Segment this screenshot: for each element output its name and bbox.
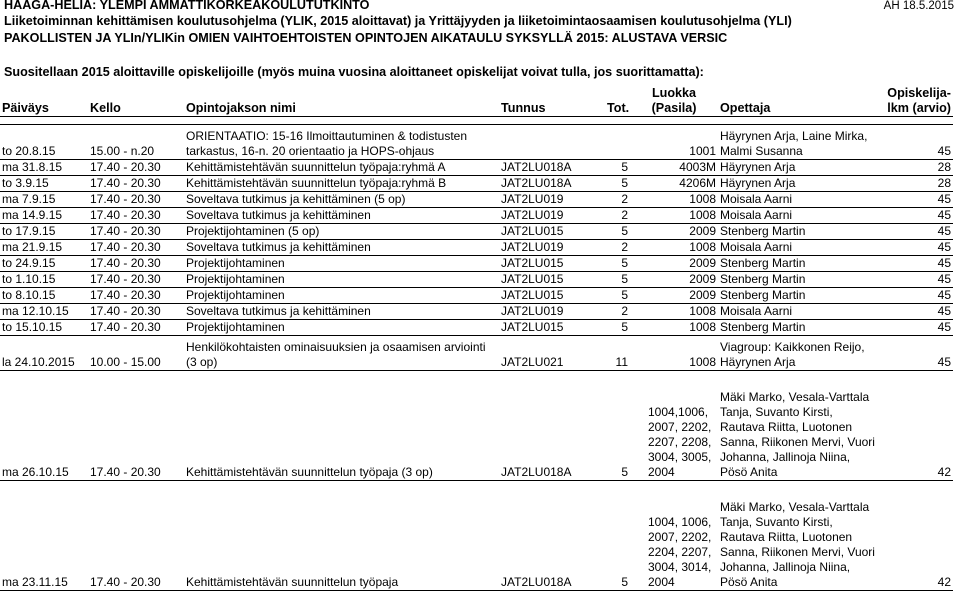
cell-credits (605, 125, 630, 160)
cell-time: 17.40 - 20.30 (88, 272, 184, 288)
cell-room: 1008 (630, 304, 718, 320)
cell-time: 17.40 - 20.30 (88, 240, 184, 256)
cell-room: 4003M (630, 160, 718, 176)
cell-students: 45 (877, 304, 953, 320)
table-header-row (0, 82, 953, 117)
table-row (0, 125, 953, 160)
cell-credits: 2 (605, 240, 630, 256)
cell-course: Soveltava tutkimus ja kehittäminen (184, 208, 499, 224)
cell-students: 45 (877, 192, 953, 208)
cell-teacher: Viagroup: Kaikkonen Reijo, Häyrynen Arja (718, 336, 877, 371)
cell-students: 45 (877, 320, 953, 336)
cell-students: 28 (877, 176, 953, 192)
cell-students: 45 (877, 272, 953, 288)
cell-time: 17.40 - 20.30 (88, 371, 184, 481)
col-teacher-header: Opettaja (718, 82, 877, 117)
cell-students: 45 (877, 336, 953, 371)
cell-students: 45 (877, 288, 953, 304)
cell-teacher: Mäki Marko, Vesala-Varttala Tanja, Suvanto Kirsti, Rautava Riitta, Luotonen Sanna, Riikonen Mervi, Vuori Johanna, Jallinoja Niina, Pösö Anita (718, 371, 877, 481)
schedule-title: PAKOLLISTEN JA YLIn/YLIKin OMIEN VAIHTOEHTOISTEN OPINTOJEN AIKATAULU SYKSYLLÄ 2015: ALUSTAVA VERSIC (4, 31, 728, 45)
table-row (0, 240, 953, 256)
cell-time: 17.40 - 20.30 (88, 208, 184, 224)
table-row (0, 288, 953, 304)
cell-course: Kehittämistehtävän suunnittelun työpaja:ryhmä B (184, 176, 499, 192)
cell-credits: 11 (605, 336, 630, 371)
table-row (0, 256, 953, 272)
cell-course: Kehittämistehtävän suunnittelun työpaja (3 op) (184, 371, 499, 481)
cell-date: to 24.9.15 (0, 256, 88, 272)
cell-date: ma 12.10.15 (0, 304, 88, 320)
cell-date: ma 23.11.15 (0, 481, 88, 591)
cell-credits: 5 (605, 288, 630, 304)
table-row (0, 481, 953, 591)
table-row (0, 192, 953, 208)
cell-code: JAT2LU015 (499, 256, 605, 272)
document-title: HAAGA-HELIA: YLEMPI AMMATTIKORKEAKOULUTUTKINTO (4, 0, 370, 12)
cell-date: to 15.10.15 (0, 320, 88, 336)
cell-code: JAT2LU018A (499, 371, 605, 481)
table-row (0, 224, 953, 240)
table-row (0, 160, 953, 176)
cell-students: 45 (877, 240, 953, 256)
cell-teacher: Moisala Aarni (718, 192, 877, 208)
cell-credits: 2 (605, 192, 630, 208)
cell-teacher: Moisala Aarni (718, 208, 877, 224)
table-body (0, 125, 953, 591)
table-row (0, 304, 953, 320)
cell-teacher: Moisala Aarni (718, 304, 877, 320)
cell-time: 17.40 - 20.30 (88, 288, 184, 304)
col-date-header: Päiväys (0, 82, 88, 117)
cell-credits: 5 (605, 272, 630, 288)
cell-students: 28 (877, 160, 953, 176)
cell-students: 45 (877, 224, 953, 240)
cell-teacher: Stenberg Martin (718, 320, 877, 336)
cell-date: ma 7.9.15 (0, 192, 88, 208)
cell-time: 17.40 - 20.30 (88, 304, 184, 320)
cell-credits: 5 (605, 371, 630, 481)
cell-code: JAT2LU018A (499, 160, 605, 176)
cell-students: 45 (877, 208, 953, 224)
cell-time: 17.40 - 20.30 (88, 176, 184, 192)
cell-course: Projektijohtaminen (5 op) (184, 224, 499, 240)
cell-credits: 5 (605, 320, 630, 336)
cell-code: JAT2LU015 (499, 288, 605, 304)
table-row (0, 320, 953, 336)
cell-code: JAT2LU015 (499, 272, 605, 288)
cell-code: JAT2LU021 (499, 336, 605, 371)
cell-time: 17.40 - 20.30 (88, 160, 184, 176)
cell-date: to 8.10.15 (0, 288, 88, 304)
cell-credits: 5 (605, 481, 630, 591)
cell-time: 17.40 - 20.30 (88, 256, 184, 272)
cell-room: 2009 (630, 272, 718, 288)
cell-code: JAT2LU019 (499, 208, 605, 224)
cell-date: ma 14.9.15 (0, 208, 88, 224)
cell-room: 1008 (630, 320, 718, 336)
cell-course: Projektijohtaminen (184, 288, 499, 304)
col-students-header-line2: lkm (arvio) (887, 101, 951, 115)
col-room-header-line2: (Pasila) (651, 101, 697, 115)
cell-code (499, 125, 605, 160)
cell-time: 10.00 - 15.00 (88, 336, 184, 371)
cell-credits: 5 (605, 160, 630, 176)
col-room-header (630, 82, 718, 117)
cell-course: Soveltava tutkimus ja kehittäminen (5 op) (184, 192, 499, 208)
cell-time: 17.40 - 20.30 (88, 224, 184, 240)
schedule-table (0, 82, 953, 591)
document-date: AH 18.5.2015 (883, 0, 954, 12)
cell-course: Projektijohtaminen (184, 320, 499, 336)
cell-time: 17.40 - 20.30 (88, 320, 184, 336)
cell-credits: 5 (605, 224, 630, 240)
cell-room: 1004,1006, 2007, 2202, 2207, 2208, 3004, 3005, 2004 (630, 371, 718, 481)
cell-room: 1008 (630, 208, 718, 224)
cell-room: 2009 (630, 224, 718, 240)
recommendation-note: Suositellaan 2015 aloittaville opiskelijoille (myös muina vuosina aloittaneet opiskelijat voivat tulla, jos suorittamatta): (4, 65, 704, 79)
cell-students: 42 (877, 371, 953, 481)
cell-students: 42 (877, 481, 953, 591)
cell-room: 2009 (630, 288, 718, 304)
cell-room: 1008 (630, 336, 718, 371)
cell-students: 45 (877, 256, 953, 272)
cell-students: 45 (877, 125, 953, 160)
cell-course: Soveltava tutkimus ja kehittäminen (184, 240, 499, 256)
cell-time: 15.00 - n.20 (88, 125, 184, 160)
cell-time: 17.40 - 20.30 (88, 481, 184, 591)
cell-date: to 20.8.15 (0, 125, 88, 160)
cell-course: Kehittämistehtävän suunnittelun työpaja (184, 481, 499, 591)
cell-code: JAT2LU018A (499, 176, 605, 192)
cell-code: JAT2LU015 (499, 320, 605, 336)
col-room-header-line1: Luokka (651, 86, 697, 100)
cell-room: 1008 (630, 240, 718, 256)
col-students-header (877, 82, 953, 117)
cell-room: 1004, 1006, 2007, 2202, 2204, 2207, 3004, 3014, 2004 (630, 481, 718, 591)
cell-room: 1008 (630, 192, 718, 208)
cell-date: ma 31.8.15 (0, 160, 88, 176)
col-credits-header: Tot. (605, 82, 630, 117)
cell-course: Projektijohtaminen (184, 256, 499, 272)
cell-date: to 3.9.15 (0, 176, 88, 192)
table-row (0, 208, 953, 224)
cell-room: 2009 (630, 256, 718, 272)
cell-date: la 24.10.2015 (0, 336, 88, 371)
table-row (0, 371, 953, 481)
cell-date: to 1.10.15 (0, 272, 88, 288)
col-time-header: Kello (88, 82, 184, 117)
col-code-header: Tunnus (499, 82, 605, 117)
cell-credits: 5 (605, 256, 630, 272)
cell-course: Kehittämistehtävän suunnittelun työpaja:ryhmä A (184, 160, 499, 176)
cell-date: ma 26.10.15 (0, 371, 88, 481)
cell-teacher: Häyrynen Arja (718, 176, 877, 192)
cell-teacher: Stenberg Martin (718, 272, 877, 288)
cell-code: JAT2LU019 (499, 304, 605, 320)
cell-teacher: Stenberg Martin (718, 288, 877, 304)
cell-room: 4206M (630, 176, 718, 192)
cell-date: ma 21.9.15 (0, 240, 88, 256)
cell-code: JAT2LU019 (499, 240, 605, 256)
cell-date: to 17.9.15 (0, 224, 88, 240)
cell-teacher: Häyrynen Arja (718, 160, 877, 176)
col-students-header-line1: Opiskelija- (887, 86, 951, 100)
cell-code: JAT2LU019 (499, 192, 605, 208)
cell-course: Soveltava tutkimus ja kehittäminen (184, 304, 499, 320)
table-row (0, 176, 953, 192)
cell-code: JAT2LU018A (499, 481, 605, 591)
cell-time: 17.40 - 20.30 (88, 192, 184, 208)
cell-course: ORIENTAATIO: 15-16 Ilmoittautuminen & todistusten tarkastus, 16-n. 20 orientaatio ja HOPS-ohjaus (184, 125, 499, 160)
cell-credits: 2 (605, 304, 630, 320)
cell-teacher: Stenberg Martin (718, 256, 877, 272)
col-course-header: Opintojakson nimi (184, 82, 499, 117)
cell-credits: 5 (605, 176, 630, 192)
cell-teacher: Häyrynen Arja, Laine Mirka, Malmi Susanna (718, 125, 877, 160)
cell-course: Henkilökohtaisten ominaisuuksien ja osaamisen arviointi (3 op) (184, 336, 499, 371)
cell-room: 1001 (630, 125, 718, 160)
cell-teacher: Mäki Marko, Vesala-Varttala Tanja, Suvanto Kirsti, Rautava Riitta, Luotonen Sanna, Riikonen Mervi, Vuori Johanna, Jallinoja Niina, Pösö Anita (718, 481, 877, 591)
table-row (0, 272, 953, 288)
table-row (0, 336, 953, 371)
cell-teacher: Stenberg Martin (718, 224, 877, 240)
cell-code: JAT2LU015 (499, 224, 605, 240)
programme-title: Liiketoiminnan kehittämisen koulutusohjelma (YLIK, 2015 aloittavat) ja Yrittäjyyden ja liiketoimintaosaamisen koulutusohjelma (YLI) (4, 14, 792, 28)
cell-course: Projektijohtaminen (184, 272, 499, 288)
cell-teacher: Moisala Aarni (718, 240, 877, 256)
cell-credits: 2 (605, 208, 630, 224)
